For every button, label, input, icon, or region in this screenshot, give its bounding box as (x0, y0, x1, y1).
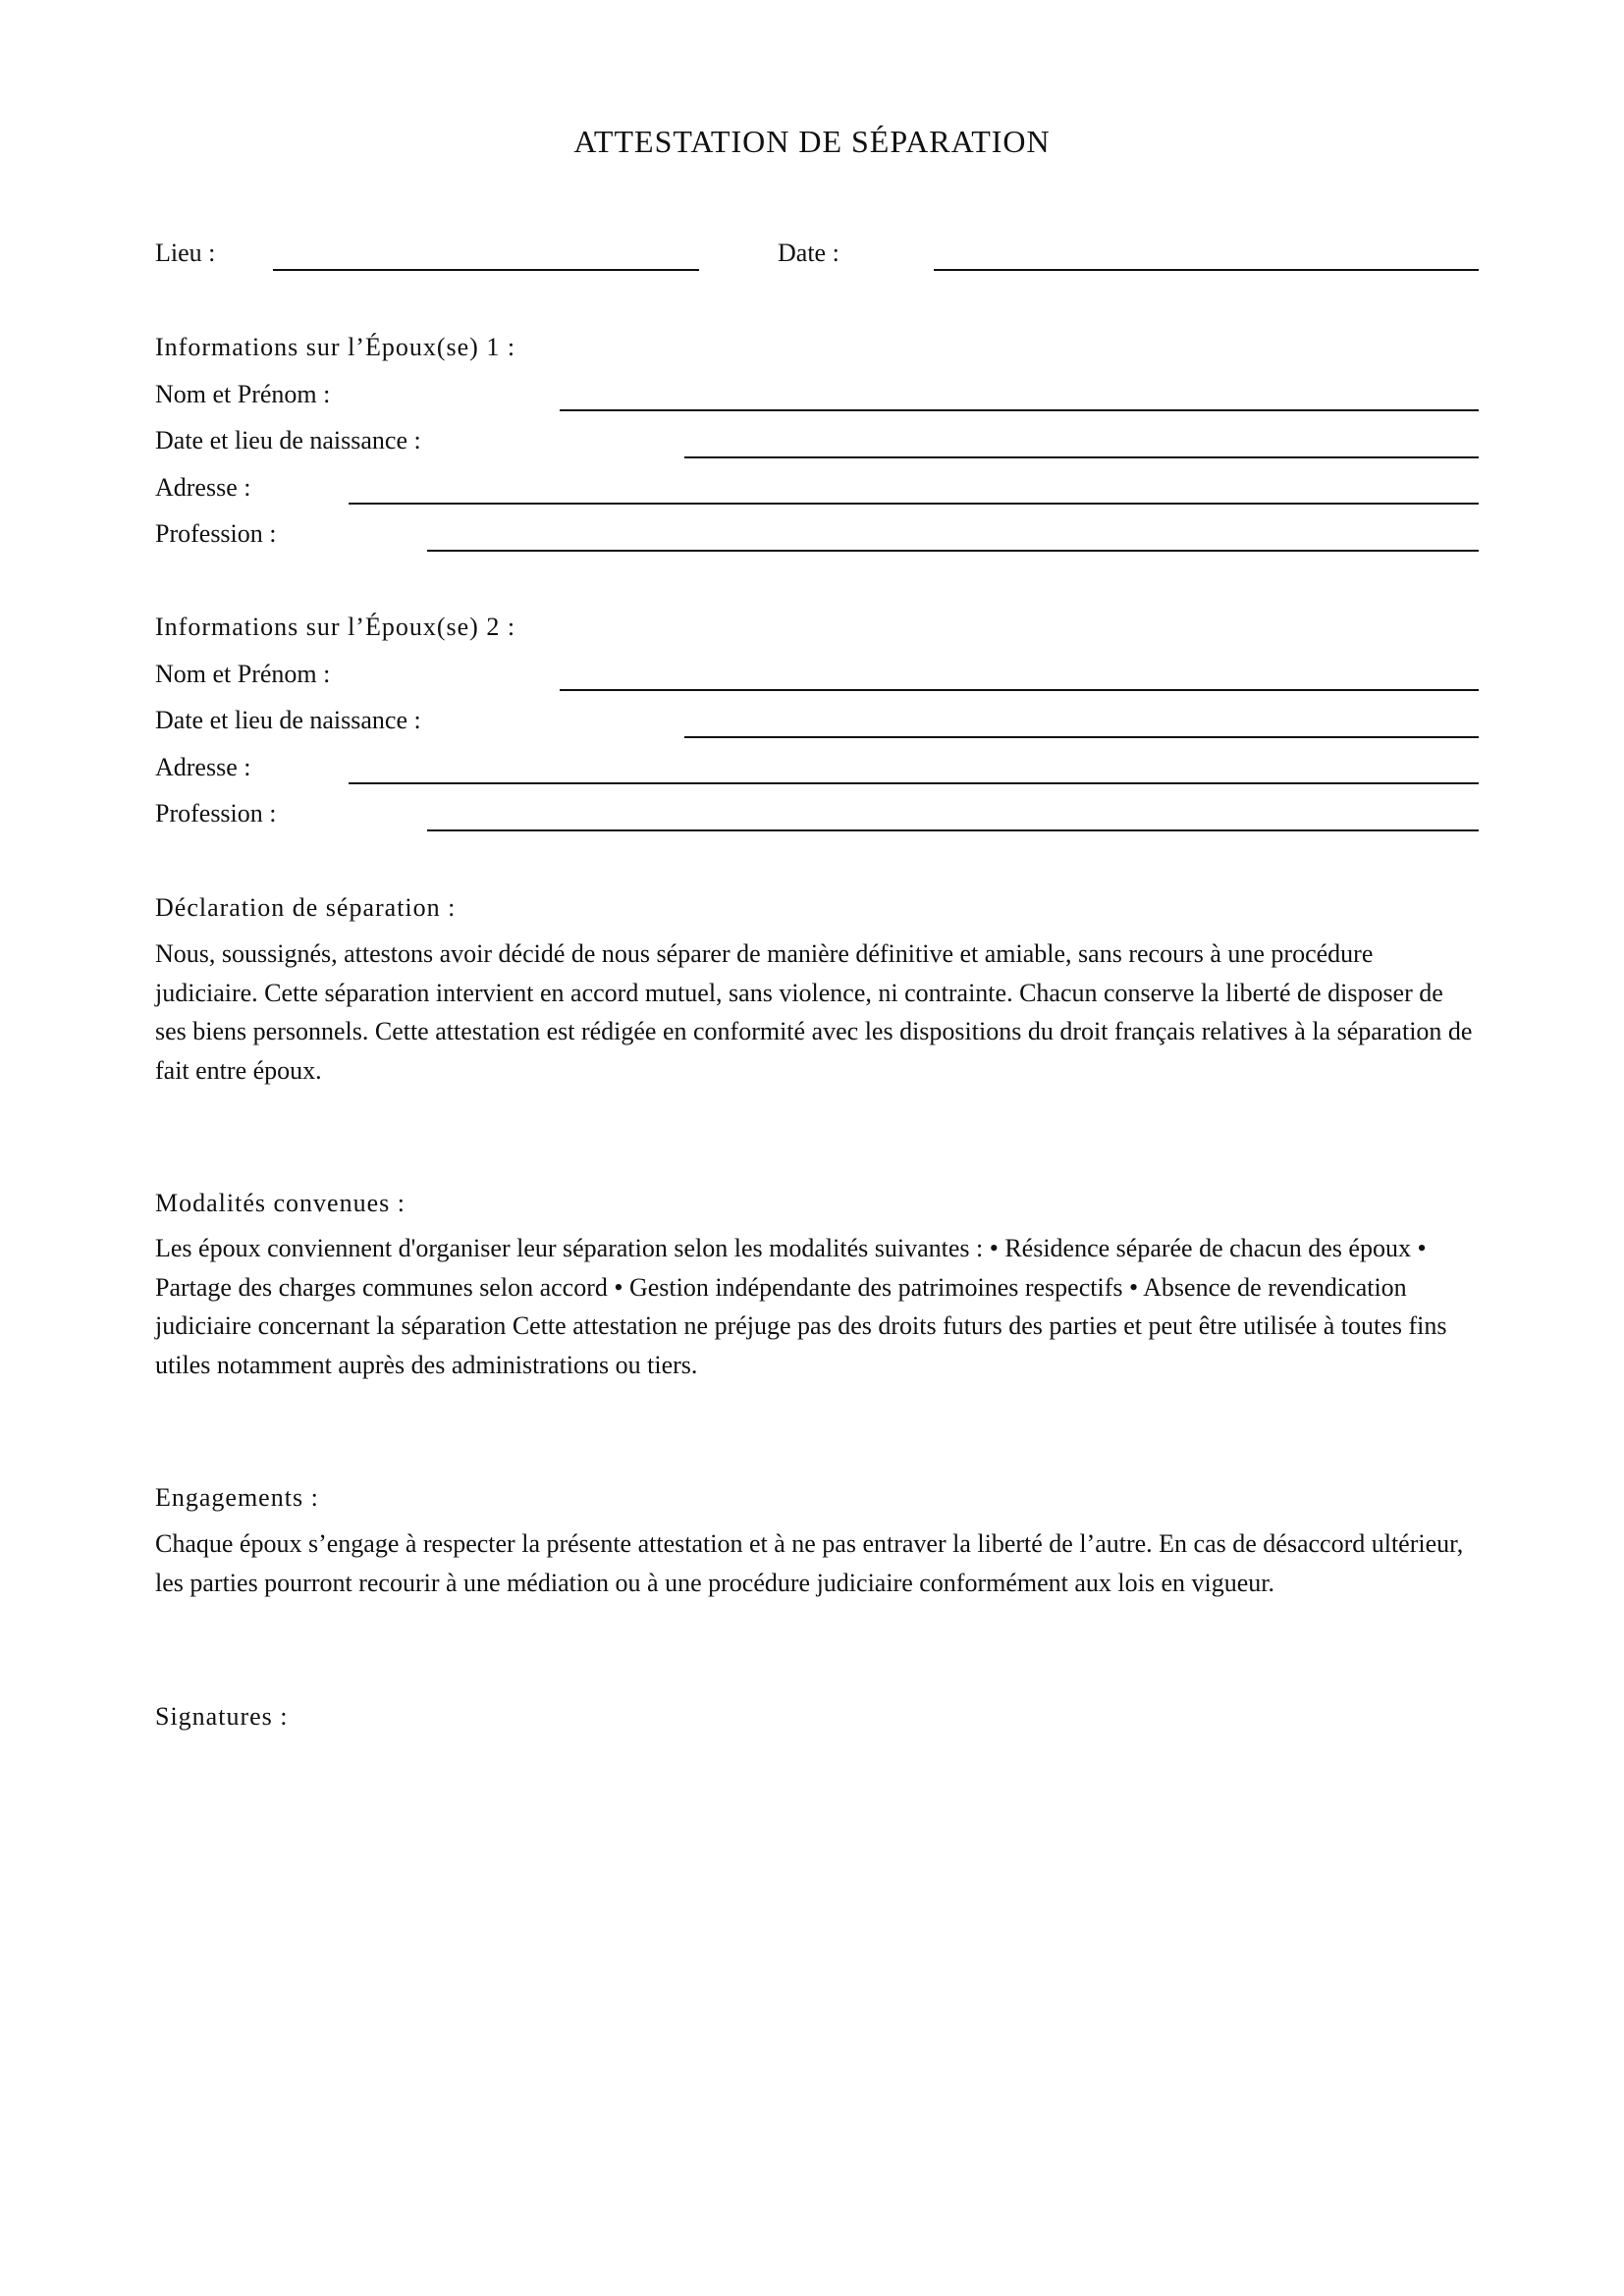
spouse1-profession-label: Profession : (155, 519, 277, 548)
date-label: Date : (778, 239, 839, 267)
declaration-text: Nous, soussignés, attestons avoir décidé de nous séparer de manière définitive et amiable, sans recours à une procédure judiciaire. Cette séparation intervient en accord mutuel, sans violence, ni contrainte. Chacun conserve la liberté de disposer de ses biens personnels. Cette attestation est rédigée en conformité avec les dispositions du droit français relatives à la séparation de fait entre époux. (155, 939, 1473, 1085)
commitments-heading: Engagements : (155, 1483, 319, 1512)
spouse1-birth-field[interactable] (684, 456, 1479, 458)
spouse2-birth-field[interactable] (684, 736, 1479, 738)
spouse2-name-label: Nom et Prénom : (155, 660, 331, 688)
spouse2-heading: Informations sur l’Époux(se) 2 : (155, 613, 516, 641)
date-field[interactable] (934, 269, 1479, 271)
place-field[interactable] (273, 269, 699, 271)
spouse1-name-label: Nom et Prénom : (155, 380, 331, 408)
document-title: ATTESTATION DE SÉPARATION (573, 124, 1051, 159)
spouse1-address-field[interactable] (349, 503, 1479, 505)
spouse2-address-label: Adresse : (155, 753, 251, 781)
place-label: Lieu : (155, 239, 216, 267)
spouse2-name-field[interactable] (560, 689, 1479, 691)
spouse1-address-label: Adresse : (155, 473, 251, 502)
modalities-heading: Modalités convenues : (155, 1189, 406, 1217)
signature-area[interactable] (155, 1757, 1481, 2052)
spouse2-profession-field[interactable] (427, 829, 1479, 831)
spouse1-profession-field[interactable] (427, 550, 1479, 552)
commitments-text: Chaque époux s’engage à respecter la présente attestation et à ne pas entraver la liberté de l’autre. En cas de désaccord ultérieur, les parties pourront recourir à une médiation ou à une procédure judiciaire conformément aux lois en vigueur. (155, 1529, 1464, 1597)
spouse2-profession-label: Profession : (155, 799, 277, 828)
spouse2-address-field[interactable] (349, 782, 1479, 784)
spouse1-name-field[interactable] (560, 409, 1479, 411)
spouse1-birth-label: Date et lieu de naissance : (155, 426, 421, 454)
modalities-text: Les époux conviennent d'organiser leur séparation selon les modalités suivantes : • Résidence séparée de chacun des époux • Partage des charges communes selon accord • Gestion indépendante des patrimoines respectifs • Absence de revendication judiciaire concernant la séparation Cette attestation ne préjuge pas des droits futurs des parties et peut être utilisée à toutes fins utiles notamment auprès des administrations ou tiers. (155, 1234, 1447, 1379)
spouse1-heading: Informations sur l’Époux(se) 1 : (155, 333, 516, 361)
spouse2-birth-label: Date et lieu de naissance : (155, 706, 421, 734)
declaration-heading: Déclaration de séparation : (155, 893, 457, 922)
signatures-heading: Signatures : (155, 1702, 289, 1731)
